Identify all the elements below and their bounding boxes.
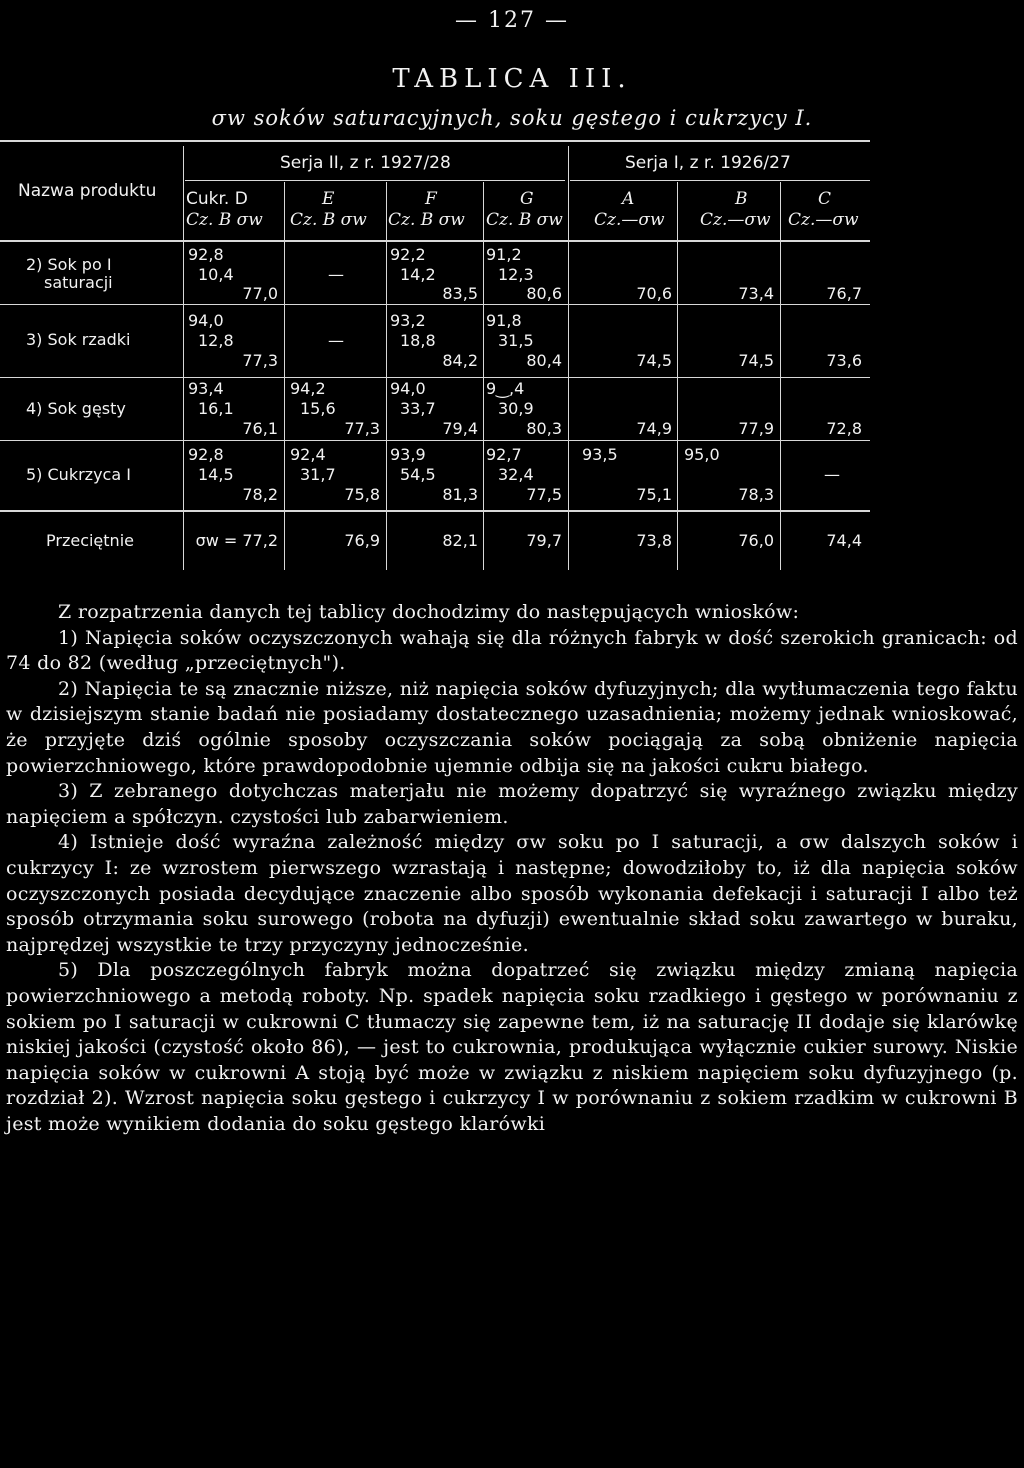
row-product-name-line2: saturacji — [44, 273, 113, 292]
cell-d-czystosc: 93,4 — [188, 379, 224, 398]
product-column-header: Nazwa produktu — [18, 181, 157, 201]
cell-d-b: 12,8 — [198, 331, 234, 350]
cell-c-sigma: 72,8 — [826, 419, 862, 438]
cell-g-b: 12,3 — [498, 265, 534, 284]
average-c: 74,4 — [826, 531, 862, 550]
table-title: TABLICA III. — [392, 64, 632, 94]
seria2-header: Serja II, z r. 1927/28 — [280, 153, 451, 173]
cell-e-b: 15,6 — [300, 399, 336, 418]
cell-a-sigma: 70,6 — [636, 284, 672, 303]
average-e: 76,9 — [344, 531, 380, 550]
cell-b-sigma: 74,5 — [738, 351, 774, 370]
cell-f-b: 18,8 — [400, 331, 436, 350]
cell-g-czystosc: 9‿,4 — [486, 379, 525, 398]
average-f: 82,1 — [442, 531, 478, 550]
col-e-header-1: E — [322, 189, 335, 209]
cell-b-sigma: 77,9 — [738, 419, 774, 438]
cell-e-sigma: 75,8 — [344, 485, 380, 504]
cell-d-sigma: 78,2 — [242, 485, 278, 504]
cell-e-czystosc: 94,2 — [290, 379, 326, 398]
col-d-header-1: Cukr. D — [186, 189, 248, 209]
cell-d-sigma: 76,1 — [242, 419, 278, 438]
cell-g-czystosc: 91,8 — [486, 311, 522, 330]
col-a-header-2: Cz.—σw — [594, 210, 665, 230]
cell-g-sigma: 80,3 — [526, 419, 562, 438]
cell-f-sigma: 84,2 — [442, 351, 478, 370]
cell-f-czystosc: 94,0 — [390, 379, 426, 398]
seria2-underline — [185, 180, 565, 181]
average-b: 76,0 — [738, 531, 774, 550]
cell-e-b: — — [328, 331, 344, 350]
cell-g-sigma: 80,4 — [526, 351, 562, 370]
col-g-header-2: Cz. B σw — [486, 210, 563, 230]
paragraph-intro: Z rozpatrzenia danych tej tablicy dochodzimy do następujących wniosków: — [58, 601, 800, 623]
cell-d-b: 10,4 — [198, 265, 234, 284]
paragraph-conclusion-1: 1) Napięcia soków oczyszczonych wahają się dla różnych fabryk w dość szerokich granicach: od 74 do 82 (według „przeciętnych"). — [6, 626, 1018, 675]
cell-g-czystosc: 91,2 — [486, 245, 522, 264]
cell-f-sigma: 83,5 — [442, 284, 478, 303]
cell-g-czystosc: 92,7 — [486, 445, 522, 464]
header-separator-rule — [0, 240, 870, 242]
cell-c-sigma: 76,7 — [826, 284, 862, 303]
col-f-header-2: Cz. B σw — [388, 210, 465, 230]
cell-e-b: — — [328, 265, 344, 284]
col-c-header-1: C — [818, 189, 832, 209]
row-product-name: 4) Sok gęsty — [26, 399, 126, 418]
cell-g-b: 31,5 — [498, 331, 534, 350]
cell-e-czystosc: 92,4 — [290, 445, 326, 464]
col-divider-a — [677, 182, 678, 570]
seria1-header: Serja I, z r. 1926/27 — [625, 153, 791, 173]
average-label: Przeciętnie — [46, 531, 134, 550]
cell-f-czystosc: 92,2 — [390, 245, 426, 264]
cell-g-b: 30,9 — [498, 399, 534, 418]
cell-a-sigma: 74,9 — [636, 419, 672, 438]
cell-b-sigma: 73,4 — [738, 284, 774, 303]
cell-a-sigma: 75,1 — [636, 485, 672, 504]
row-separator-3 — [0, 440, 870, 441]
col-g-header-1: G — [520, 189, 534, 209]
row-product-name: 5) Cukrzyca I — [26, 465, 131, 484]
cell-f-b: 14,2 — [400, 265, 436, 284]
cell-g-sigma: 77,5 — [526, 485, 562, 504]
cell-e-sigma: 77,3 — [344, 419, 380, 438]
cell-f-sigma: 81,3 — [442, 485, 478, 504]
cell-g-sigma: 80,6 — [526, 284, 562, 303]
row-product-name: 3) Sok rzadki — [26, 330, 131, 349]
cell-a-czystosc: 93,5 — [582, 445, 618, 464]
col-divider-f — [483, 182, 484, 570]
cell-b-sigma: 78,3 — [738, 485, 774, 504]
paragraph-conclusion-2: 2) Napięcia te są znacznie niższe, niż napięcia soków dyfuzyjnych; dla wytłumaczenia tego faktu w dzisiejszym stanie badań nie posiadamy dostatecznego uzasadnienia; możemy jednak wnioskować, że przyjęte dziś ogólnie sposoby oczyszczania soków pociągają za sobą obniżenie napięcia powierzchniowego, które prawdopodobnie ujemnie odbija się na jakości cukru białego. — [6, 677, 1018, 777]
cell-d-czystosc: 92,8 — [188, 445, 224, 464]
row-separator-1 — [0, 304, 870, 305]
col-divider-g — [568, 146, 569, 570]
cell-b-czystosc: 95,0 — [684, 445, 720, 464]
paragraph-conclusion-3: 3) Z zebranego dotychczas materjału nie możemy dopatrzyć się wyraźnego związku między napięciem a spółczyn. czystości lub zabarwieniem. — [6, 780, 1018, 828]
cell-d-czystosc: 92,8 — [188, 245, 224, 264]
cell-d-sigma: 77,0 — [242, 284, 278, 303]
col-f-header-1: F — [425, 189, 437, 209]
cell-g-b: 32,4 — [498, 465, 534, 484]
col-b-header-1: B — [735, 189, 748, 209]
cell-d-b: 14,5 — [198, 465, 234, 484]
col-a-header-1: A — [622, 189, 635, 209]
col-divider-e — [386, 182, 387, 570]
cell-f-czystosc: 93,2 — [390, 311, 426, 330]
cell-f-sigma: 79,4 — [442, 419, 478, 438]
cell-e-b: 31,7 — [300, 465, 336, 484]
paragraph-conclusion-5: 5) Dla poszczególnych fabryk można dopatrzeć się związku między zmianą napięcia powierzchniowego a metodą roboty. Np. spadek napięcia soku rzadkiego i gęstego w porównaniu z sokiem po I saturacji w cukrowni C tłumaczy się zapewne tem, iż na saturację II dodaje się klarówkę niskiej jakości (czystość około 86), — jest to cukrownia, produkująca wyłącznie cukier surowy. Niskie napięcia soków w cukrowni A stoją być może w związku z niskiem napięciem soku dyfuzyjnego (p. rozdział 2). Wzrost napięcia soku gęstego i cukrzycy I w porównaniu z sokiem rzadkim w cukrowni B jest może wynikiem dodania do soku gęstego klarówki — [6, 959, 1018, 1135]
average-g: 79,7 — [526, 531, 562, 550]
cell-c-sigma: 73,6 — [826, 351, 862, 370]
cell-c-sigma: — — [824, 465, 840, 484]
cell-d-sigma: 77,3 — [242, 351, 278, 370]
col-e-header-2: Cz. B σw — [290, 210, 367, 230]
average-d: σw = 77,2 — [195, 531, 278, 550]
cell-d-b: 16,1 — [198, 399, 234, 418]
col-b-header-2: Cz.—σw — [700, 210, 771, 230]
row-separator-2 — [0, 377, 870, 378]
cell-f-b: 54,5 — [400, 465, 436, 484]
average-a: 73,8 — [636, 531, 672, 550]
cell-f-czystosc: 93,9 — [390, 445, 426, 464]
cell-a-sigma: 74,5 — [636, 351, 672, 370]
cell-f-b: 33,7 — [400, 399, 436, 418]
col-divider-b — [780, 182, 781, 570]
col-d-header-2: Cz. B σw — [186, 210, 263, 230]
row-separator-4 — [0, 510, 870, 512]
table-top-rule — [0, 140, 870, 142]
col-c-header-2: Cz.—σw — [788, 210, 859, 230]
page-number: — 127 — — [455, 8, 569, 33]
seria1-underline — [570, 180, 870, 181]
col-divider-d — [284, 182, 285, 570]
table-subtitle: σw soków saturacyjnych, soku gęstego i cukrzycy I. — [211, 106, 813, 130]
paragraph-conclusion-4: 4) Istnieje dość wyraźna zależność między σw soku po I saturacji, a σw dalszych soków i cukrzycy I: ze wzrostem pierwszego wzrastają i następne; dowodziłoby to, iż dla napięcia soków oczyszczonych posiada decydujące znaczenie albo sposób wykonania defekacji i saturacji I albo też sposób otrzymania soku surowego (robota na dyfuzji) ewentualnie skład soku zawartego w buraku, najprędzej wszystkie te trzy przyczyny jednocześnie. — [6, 831, 1018, 956]
cell-d-czystosc: 94,0 — [188, 311, 224, 330]
col-divider-product — [183, 146, 184, 570]
row-product-name: 2) Sok po I — [26, 255, 112, 274]
body-text — [6, 600, 1018, 1137]
